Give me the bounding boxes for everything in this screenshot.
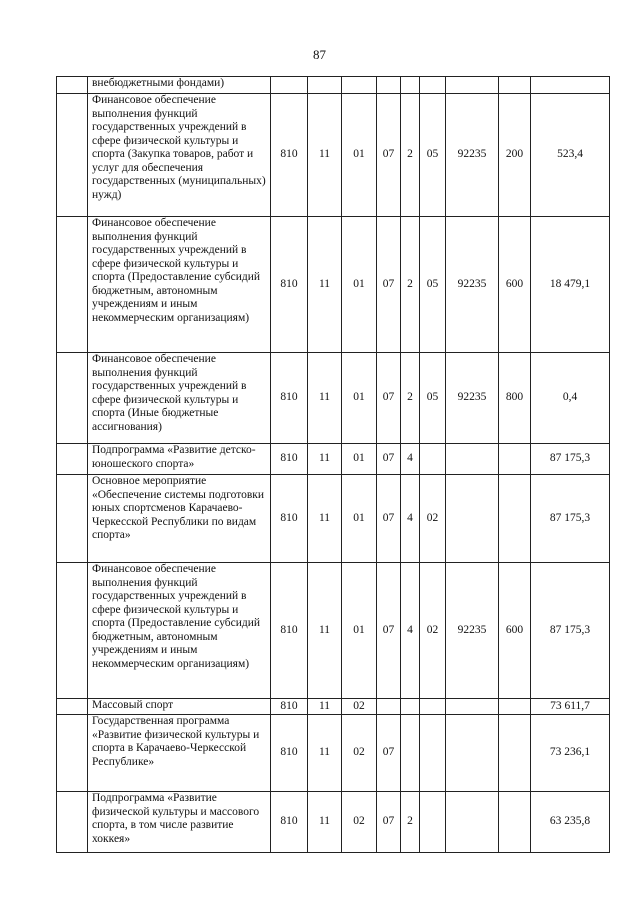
section-code: 11 [308,699,342,715]
subprogram-code: 2 [401,792,420,853]
subprogram-code [401,77,420,94]
amount: 63 235,8 [531,792,610,853]
subprogram-code: 4 [401,563,420,699]
subsection-code: 01 [342,353,377,444]
event-code: 05 [420,353,446,444]
empty-cell [57,792,88,853]
amount: 87 175,3 [531,444,610,475]
program-code: 07 [377,475,401,563]
ministry-code: 810 [271,217,308,353]
program-code [377,77,401,94]
amount: 73 611,7 [531,699,610,715]
ministry-code: 810 [271,444,308,475]
subsection-code: 01 [342,563,377,699]
table-row [57,563,610,699]
empty-cell [57,699,88,715]
table-row [57,475,610,563]
expense-type-code: 200 [499,94,531,217]
subprogram-code: 4 [401,475,420,563]
expense-type-code [499,699,531,715]
program-code [377,699,401,715]
expense-type-code [499,77,531,94]
amount: 73 236,1 [531,715,610,792]
ministry-code: 810 [271,715,308,792]
page-number: 87 [313,47,326,62]
section-code: 11 [308,444,342,475]
event-code: 05 [420,217,446,353]
subsection-code: 02 [342,792,377,853]
table-row [57,94,610,217]
table-row [57,792,610,853]
direction-code: 92235 [446,353,499,444]
budget-table [56,76,610,853]
direction-code: 92235 [446,563,499,699]
empty-cell [57,94,88,217]
subsection-code [342,77,377,94]
amount: 18 479,1 [531,217,610,353]
table-row [57,217,610,353]
event-code [420,77,446,94]
subprogram-code [401,699,420,715]
ministry-code: 810 [271,475,308,563]
subsection-code: 01 [342,94,377,217]
program-code: 07 [377,217,401,353]
ministry-code: 810 [271,792,308,853]
subsection-code: 01 [342,217,377,353]
empty-cell [57,77,88,94]
program-code: 07 [377,94,401,217]
subsection-code: 02 [342,699,377,715]
subprogram-code: 2 [401,217,420,353]
section-code: 11 [308,217,342,353]
row-name: Основное мероприятие «Обеспечение системы подготовки юных спортсменов Карачаево-Черкесской Республики по видам спорта» [88,475,271,563]
amount: 523,4 [531,94,610,217]
section-code: 11 [308,94,342,217]
subsection-code: 01 [342,475,377,563]
expense-type-code [499,792,531,853]
event-code: 05 [420,94,446,217]
event-code [420,715,446,792]
row-name: Государственная программа «Развитие физической культуры и спорта в Карачаево-Черкесской Республике» [88,715,271,792]
event-code [420,444,446,475]
ministry-code [271,77,308,94]
subprogram-code [401,715,420,792]
program-code: 07 [377,563,401,699]
subsection-code: 02 [342,715,377,792]
table-row [57,353,610,444]
program-code: 07 [377,792,401,853]
row-name: Финансовое обеспечение выполнения функций государственных учреждений в сфере физической культуры и спорта (Закупка товаров, работ и услуг для обеспечения государственных (муниципальных) нужд) [88,94,271,217]
expense-type-code [499,475,531,563]
direction-code [446,792,499,853]
direction-code [446,715,499,792]
direction-code [446,77,499,94]
section-code: 11 [308,715,342,792]
expense-type-code [499,444,531,475]
row-name: Финансовое обеспечение выполнения функций государственных учреждений в сфере физической культуры и спорта (Предоставление субсидий бюджетным, автономным учреждениям и иным некоммерческим организациям) [88,563,271,699]
empty-cell [57,353,88,444]
table-row [57,77,610,94]
subprogram-code: 2 [401,94,420,217]
row-name: Массовый спорт [88,699,271,715]
empty-cell [57,563,88,699]
section-code: 11 [308,792,342,853]
row-name: Подпрограмма «Развитие физической культуры и массового спорта, в том числе развитие хоккея» [88,792,271,853]
section-code: 11 [308,475,342,563]
event-code: 02 [420,563,446,699]
row-name: Финансовое обеспечение выполнения функций государственных учреждений в сфере физической культуры и спорта (Иные бюджетные ассигнования) [88,353,271,444]
row-name: Подпрограмма «Развитие детско-юношеского спорта» [88,444,271,475]
expense-type-code: 600 [499,217,531,353]
direction-code: 92235 [446,217,499,353]
subsection-code: 01 [342,444,377,475]
amount: 0,4 [531,353,610,444]
section-code [308,77,342,94]
event-code [420,699,446,715]
expense-type-code: 800 [499,353,531,444]
direction-code: 92235 [446,94,499,217]
ministry-code: 810 [271,94,308,217]
section-code: 11 [308,353,342,444]
empty-cell [57,444,88,475]
empty-cell [57,715,88,792]
expense-type-code [499,715,531,792]
row-name: Финансовое обеспечение выполнения функций государственных учреждений в сфере физической культуры и спорта (Предоставление субсидий бюджетным, автономным учреждениям и иным некоммерческим организациям) [88,217,271,353]
program-code: 07 [377,444,401,475]
ministry-code: 810 [271,563,308,699]
table-row [57,699,610,715]
table-row [57,444,610,475]
amount: 87 175,3 [531,563,610,699]
row-name: внебюджетными фондами) [88,77,271,94]
subprogram-code: 2 [401,353,420,444]
table-row [57,715,610,792]
direction-code [446,475,499,563]
event-code [420,792,446,853]
event-code: 02 [420,475,446,563]
expense-type-code: 600 [499,563,531,699]
ministry-code: 810 [271,353,308,444]
empty-cell [57,217,88,353]
amount: 87 175,3 [531,475,610,563]
direction-code [446,444,499,475]
ministry-code: 810 [271,699,308,715]
subprogram-code: 4 [401,444,420,475]
direction-code [446,699,499,715]
program-code: 07 [377,715,401,792]
empty-cell [57,475,88,563]
amount [531,77,610,94]
program-code: 07 [377,353,401,444]
section-code: 11 [308,563,342,699]
